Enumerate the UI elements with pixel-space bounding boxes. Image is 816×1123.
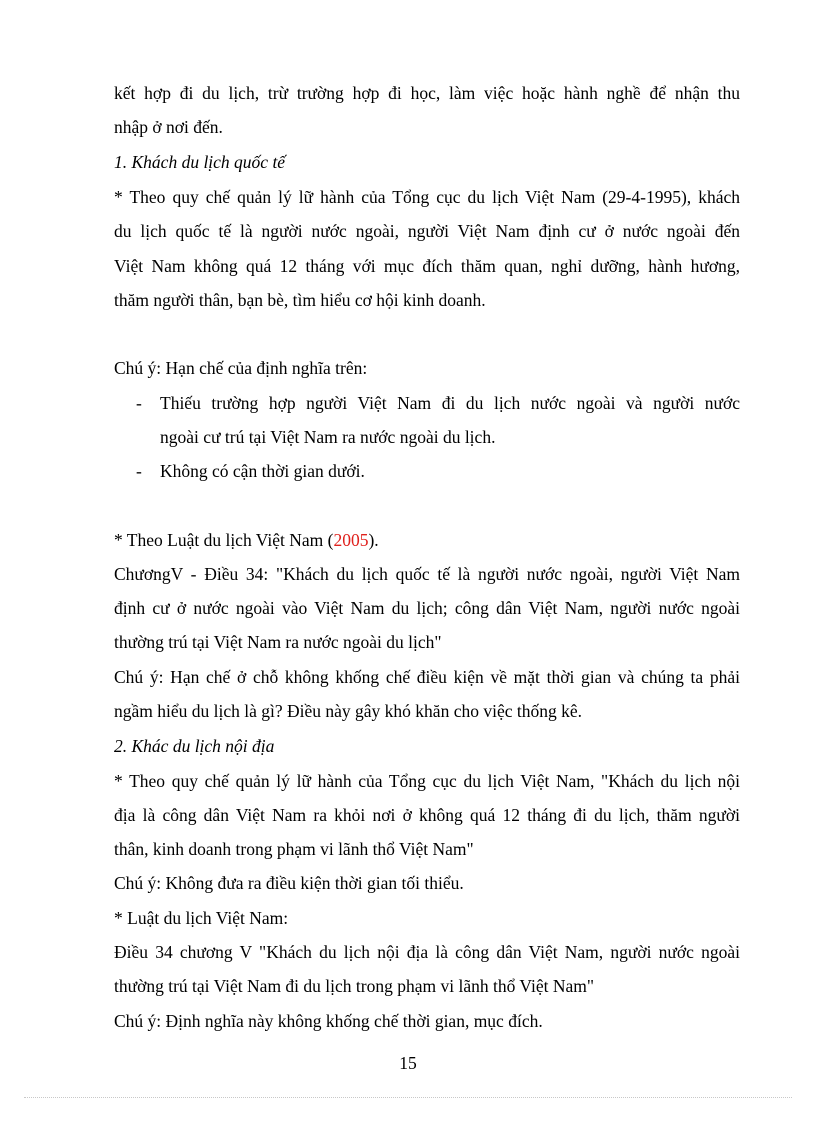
list-item-continuation: ngoài cư trú tại Việt Nam ra nước ngoài du lịch. [160, 427, 496, 447]
paragraph-line: ChươngV - Điều 34: "Khách du lịch quốc tế là người nước ngoài, người Việt Nam [114, 564, 740, 584]
section-heading-domestic: 2. Khác du lịch nội địa [114, 736, 275, 756]
note-line: ngầm hiểu du lịch là gì? Điều này gây khó khăn cho việc thống kê. [114, 701, 582, 721]
law-heading-end: ). [368, 530, 379, 550]
law-heading-line [114, 530, 379, 550]
paragraph-line: kết hợp đi du lịch, trừ trường hợp đi học, làm việc hoặc hành nghề để nhận thu [114, 83, 740, 103]
paragraph-line: du lịch quốc tế là người nước ngoài, người Việt Nam định cư ở nước ngoài đến [114, 221, 740, 241]
paragraph-line: nhập ở nơi đến. [114, 117, 223, 137]
list-bullet: - [136, 393, 142, 413]
paragraph-line: thân, kinh doanh trong phạm vi lãnh thổ Việt Nam" [114, 839, 474, 859]
note-line: Chú ý: Không đưa ra điều kiện thời gian tối thiểu. [114, 873, 464, 893]
paragraph-line: * Theo quy chế quản lý lữ hành của Tổng cục du lịch Việt Nam (29-4-1995), khách [114, 187, 740, 207]
law-year: 2005 [333, 530, 369, 550]
note-line: Chú ý: Hạn chế ở chỗ không khống chế điều kiện về mặt thời gian và chúng ta phải [114, 667, 740, 687]
paragraph-line: định cư ở nước ngoài vào Việt Nam du lịch; công dân Việt Nam, người nước ngoài [114, 598, 740, 618]
paragraph-line: thăm người thân, bạn bè, tìm hiểu cơ hội kinh doanh. [114, 290, 486, 310]
note-line: Chú ý: Định nghĩa này không khống chế thời gian, mục đích. [114, 1011, 543, 1031]
section-heading-international: 1. Khách du lịch quốc tế [114, 152, 286, 172]
law-heading-line: * Luật du lịch Việt Nam: [114, 908, 289, 928]
list-item: Thiếu trường hợp người Việt Nam đi du lịch nước ngoài và người nước [160, 393, 740, 413]
page-number: 15 [399, 1053, 417, 1073]
paragraph-line: thường trú tại Việt Nam đi du lịch trong phạm vi lãnh thổ Việt Nam" [114, 976, 595, 996]
paragraph-line: Việt Nam không quá 12 tháng với mục đích thăm quan, nghỉ dưỡng, hành hương, [114, 256, 740, 276]
list-bullet: - [136, 461, 142, 481]
paragraph-line: Điều 34 chương V "Khách du lịch nội địa là công dân Việt Nam, người nước ngoài [114, 942, 740, 962]
paragraph-line: thường trú tại Việt Nam ra nước ngoài du lịch" [114, 632, 442, 652]
list-item: Không có cận thời gian dưới. [160, 461, 365, 481]
paragraph-line: địa là công dân Việt Nam ra khỏi nơi ở không quá 12 tháng đi du lịch, thăm người [114, 805, 740, 825]
paragraph-line: * Theo quy chế quản lý lữ hành của Tổng cục du lịch Việt Nam, "Khách du lịch nội [114, 771, 740, 791]
law-heading-text: * Theo Luật du lịch Việt Nam ( [114, 530, 334, 550]
note-line: Chú ý: Hạn chế của định nghĩa trên: [114, 358, 368, 378]
page-footer-divider [24, 1097, 792, 1098]
